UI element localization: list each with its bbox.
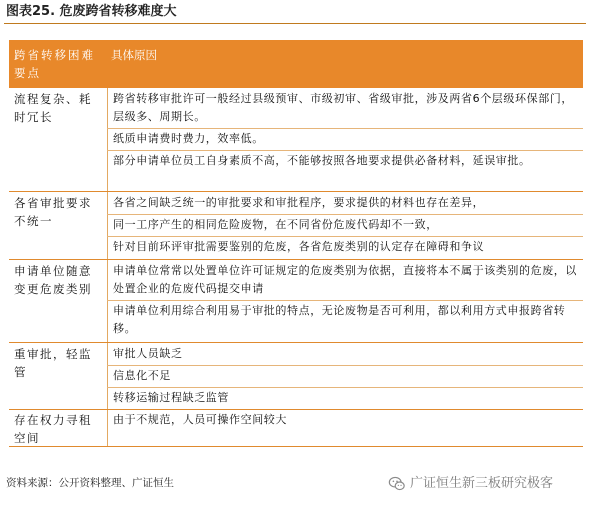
reason-row: 申请单位利用综合利用易于审批的特点，无论废物是否可利用，都以利用方式申报跨省转移。 xyxy=(113,304,566,335)
wechat-icon xyxy=(388,475,406,493)
category-divider xyxy=(9,259,583,260)
reason-row: 各省之间缺乏统一的审批要求和审批程序，要求提供的材料也存在差异， xyxy=(113,196,485,209)
reason-row: 信息化不足 xyxy=(113,369,171,382)
row-divider xyxy=(107,365,583,366)
category-approval-over-supervision: 重审批，轻监管 xyxy=(14,347,92,379)
reason-row: 纸质申请费时费力，效率低。 xyxy=(113,132,264,145)
transfer-difficulty-table xyxy=(9,40,583,448)
table-bottom-border xyxy=(9,446,583,447)
source-note: 资料来源：公开资料整理、广证恒生 xyxy=(6,477,174,489)
title-divider xyxy=(4,23,586,24)
reason-row: 同一工序产生的相同危险废物，在不同省份危废代码却不一致， xyxy=(113,218,438,231)
category-process-complex: 流程复杂、耗时冗长 xyxy=(14,92,92,124)
reason-row: 跨省转移审批许可一般经过县级预审、市级初审、省级审批，涉及两省6个层级环保部门，层级多、周期长。 xyxy=(113,92,573,123)
page-title: 图表25. 危废跨省转移难度大 xyxy=(6,4,177,19)
reason-row: 转移运输过程缺乏监管 xyxy=(113,391,229,404)
wechat-watermark xyxy=(388,472,553,496)
category-divider xyxy=(9,191,583,192)
reason-row: 部分申请单位员工自身素质不高，不能够按照各地要求提供必备材料，延误审批。 xyxy=(113,154,531,167)
reason-row: 针对目前环评审批需要鉴别的危废，各省危废类别的认定存在障碍和争议 xyxy=(113,240,485,253)
reason-row: 由于不规范，人员可操作空间较大 xyxy=(113,413,287,426)
row-divider xyxy=(107,150,583,151)
header-difficulty-point: 跨省转移困难要点 xyxy=(14,48,95,80)
watermark-text: 广证恒生新三板研究极客 xyxy=(410,476,554,491)
category-divider xyxy=(9,409,583,410)
reason-row: 申请单位常常以处置单位许可证规定的危废类别为依据，直接将本不属于该类别的危废，以处置企业的危废代码提交申请 xyxy=(113,264,577,295)
row-divider xyxy=(107,387,583,388)
category-arbitrary-change: 申请单位随意变更危废类别 xyxy=(14,264,92,296)
row-divider xyxy=(107,300,583,301)
row-divider xyxy=(107,128,583,129)
category-divider xyxy=(9,342,583,343)
table-header xyxy=(9,40,583,88)
column-divider xyxy=(107,88,108,446)
header-specific-reason: 具体原因 xyxy=(111,48,157,62)
reason-row: 审批人员缺乏 xyxy=(113,347,183,360)
row-divider xyxy=(107,236,583,237)
category-approval-inconsistent: 各省审批要求不统一 xyxy=(14,196,92,228)
row-divider xyxy=(107,214,583,215)
category-rent-seeking: 存在权力寻租空间 xyxy=(14,413,92,445)
